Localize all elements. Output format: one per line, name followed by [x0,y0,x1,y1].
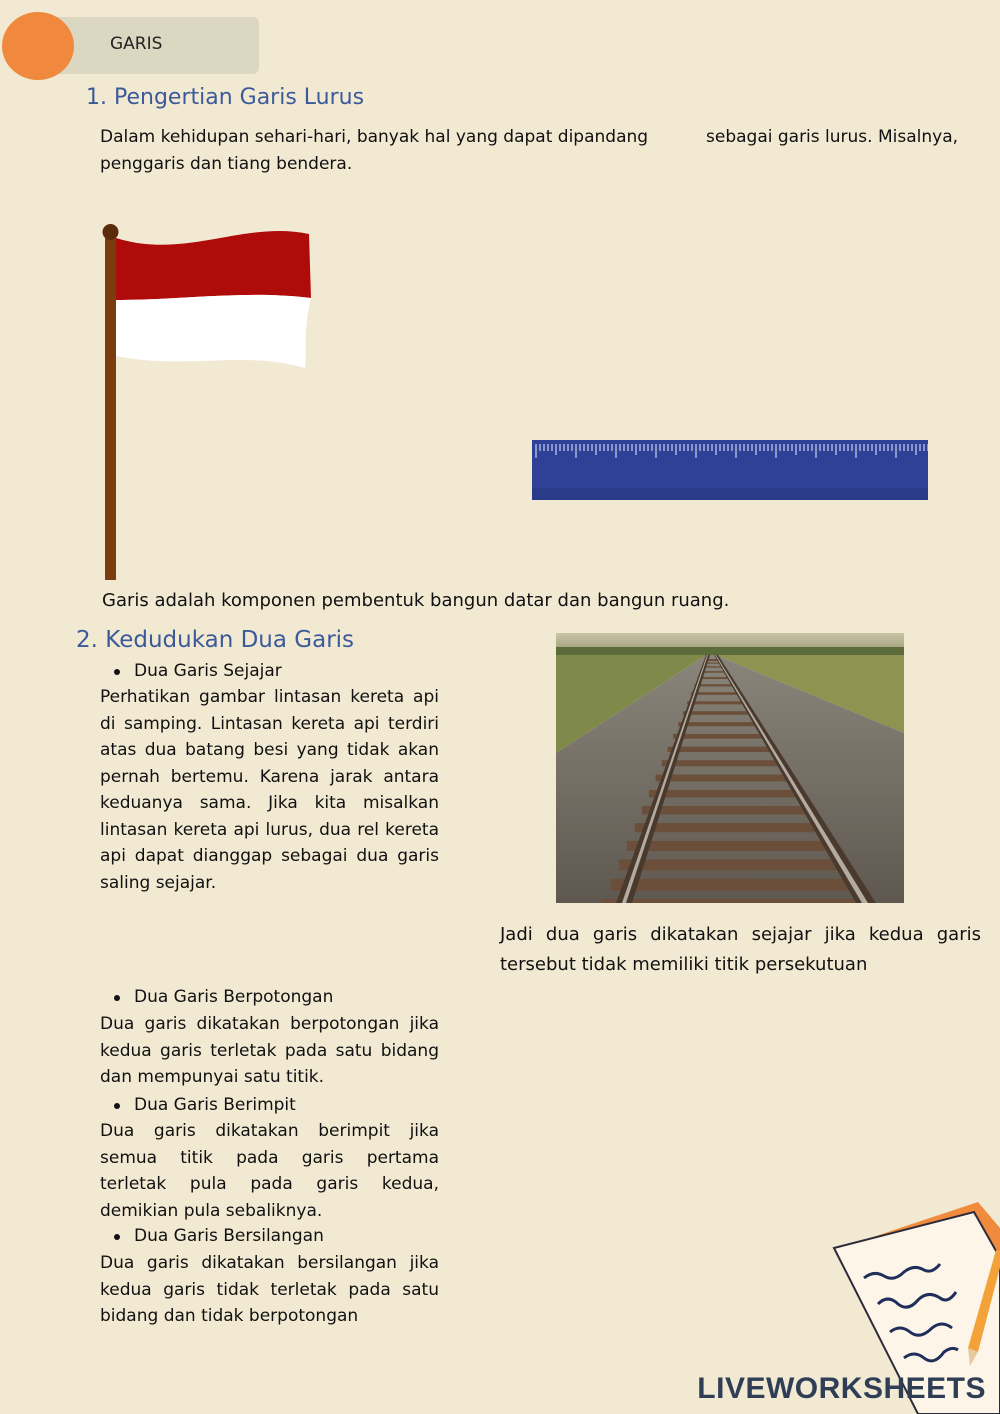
flag-pole-knob [103,224,119,240]
bullet-parallel: Dua Garis Sejajar [100,659,440,683]
railway-sleeper [678,722,759,726]
railway-photo [556,633,904,903]
railway-sleeper [687,701,746,704]
liveworksheets-logo [697,1372,986,1406]
flag-red-stripe [116,231,311,300]
railway-sleeper [642,806,812,814]
intersecting-text: Dua garis dikatakan berpotongan jika kedua garis terletak pada satu bidang dan mempunyai satu titik. [100,1014,439,1087]
railway-sleeper [619,859,845,870]
railway-sleeper [627,841,833,851]
flag-white-stripe [116,295,311,368]
ruler-edge [532,488,928,500]
bullet-coincident: Dua Garis Berimpit [100,1093,440,1117]
railway-sleeper [602,899,870,903]
railway-sleeper [691,692,741,695]
ruler-illustration [532,440,928,502]
flag-illustration [95,220,325,585]
coincident-text: Dua garis dikatakan berimpit jika semua titik pada garis pertama terletak pula pada garis kedua, demikian pula sebaliknya. [100,1121,439,1221]
section1-intro-line2: penggaris dan tiang bendera. [100,154,353,174]
railway-sleeper [611,879,857,891]
section1-definition: Garis adalah komponen pembentuk bangun datar dan bangun ruang. [102,590,730,611]
railway-sleeper [668,747,775,752]
railway-sleeper [683,711,753,715]
header-orange-circle [2,12,74,80]
section1-title: 1. Pengertian Garis Lurus [86,85,365,110]
railway-sleeper [656,775,793,782]
parallel-text: Perhatikan gambar lintasan kereta api di samping. Lintasan kereta api terdiri atas dua batang besi yang tidak akan pernah bertemu. Karena jarak antara keduanya sama. Jika kita misalkan lintasan kereta api lurus, dua rel kereta api dapat dianggap sebagai dua garis saling sejajar. [100,687,439,893]
bullet-intersecting: Dua Garis Berpotongan [100,985,440,1009]
railway-sleeper [695,684,736,686]
parallel-conclusion: Jadi dua garis dikatakan sejajar jika kedua garis tersebut tidak memiliki titik persekutuan [500,924,981,975]
skew-text: Dua garis dikatakan bersilangan jika kedua garis tidak terletak pada satu bidang dan tidak berpotongan [100,1253,439,1326]
bullet-skew: Dua Garis Bersilangan [100,1224,440,1248]
flag-pole [105,230,116,580]
brand-text: LIVEWORKSHEETS [697,1372,986,1405]
section2-title: 2. Kedudukan Dua Garis [76,627,355,653]
railway-sleeper [649,790,802,798]
header-title: GARIS [110,34,163,54]
section1-intro-line1b: sebagai garis lurus. Misalnya, [706,127,959,147]
railway-sleeper [635,823,823,832]
section1-intro-line1a: Dalam kehidupan sehari-hari, banyak hal yang dapat dipandang [100,127,649,147]
railway-sleeper [662,760,784,766]
railway-sleeper [673,734,767,739]
